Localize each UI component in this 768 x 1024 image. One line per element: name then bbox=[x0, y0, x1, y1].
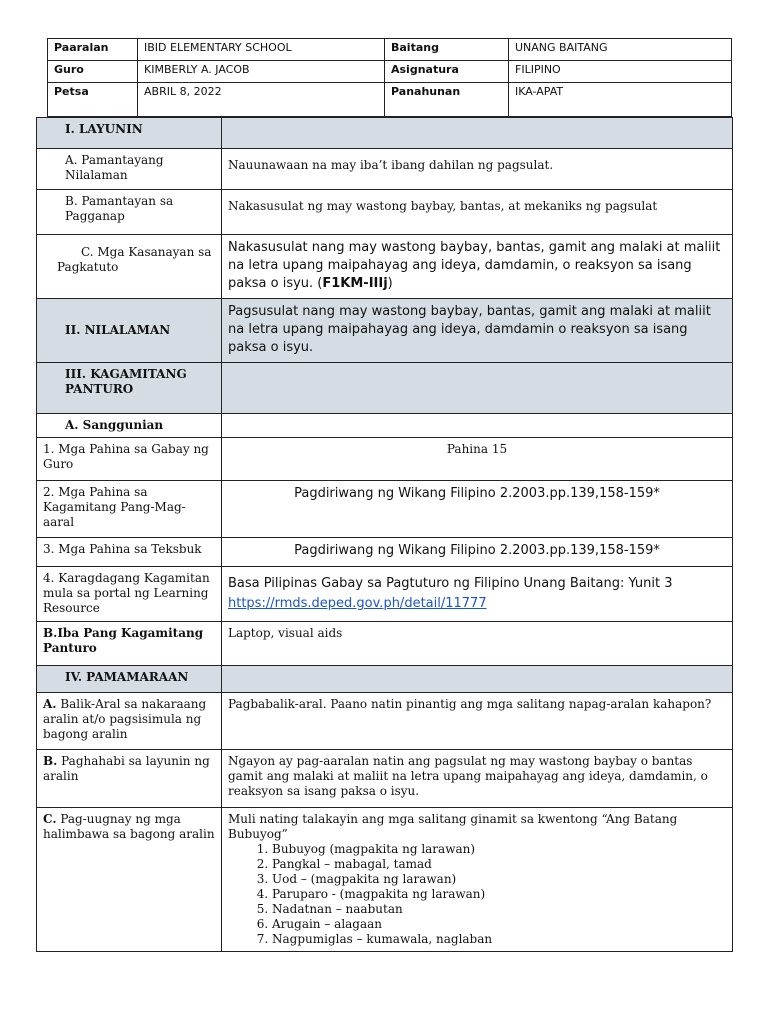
list-item: 6. Arugain – alagaan bbox=[272, 917, 726, 932]
pag-uugnay-letter: C. bbox=[43, 812, 57, 826]
karagdagang-kagamitan-label: 4. Karagdagang Kagamitan mula sa portal ng Learning Resource bbox=[37, 567, 222, 622]
pamamaraan-heading-blank bbox=[222, 666, 733, 693]
sanggunian-label: A. Sanggunian bbox=[37, 414, 222, 438]
list-item: 1. Bubuyog (magpakita ng larawan) bbox=[272, 842, 726, 857]
karagdagang-kagamitan-value bbox=[222, 567, 733, 622]
baitang-value: UNANG BAITANG bbox=[509, 39, 732, 61]
gabay-guro-value: Pahina 15 bbox=[222, 438, 733, 481]
list-item: 5. Nadatnan – naabutan bbox=[272, 902, 726, 917]
list-item: 2. Pangkal – mabagal, tamad bbox=[272, 857, 726, 872]
balik-aral-value: Pagbabalik-aral. Paano natin pinantig ang mga salitang napag-aralan kahapon? bbox=[222, 693, 733, 750]
list-item: 7. Nagpumiglas – kumawala, naglaban bbox=[272, 932, 726, 947]
kasanayan-value bbox=[222, 235, 733, 299]
header-info-table bbox=[47, 38, 732, 117]
paghahabi-value: Ngayon ay pag-aaralan natin ang pagsulat ng may wastong baybay o bantas gamit ang malaki at maliit na letra upang maipahayag ang ideya, damdamin, o reaksyon sa isang paksa o isyu. bbox=[222, 750, 733, 808]
nilalaman-value: Pagsusulat nang may wastong baybay, bantas, gamit ang malaki at maliit na letra upang maipahayag ang ideya, damdamin o reaksyon sa isang paksa o isyu. bbox=[222, 299, 733, 363]
paaralan-value: IBID ELEMENTARY SCHOOL bbox=[138, 39, 385, 61]
balik-aral-letter: A. bbox=[43, 697, 57, 711]
kasanayan-close: ) bbox=[387, 276, 393, 291]
pag-uugnay-label bbox=[37, 808, 222, 952]
kasanayan-label: C. Mga Kasanayan sa Pagkatuto bbox=[37, 235, 222, 299]
pamantayan-pagganap-value: Nakasusulat ng may wastong baybay, bantas, at mekaniks ng pagsulat bbox=[222, 190, 733, 235]
deped-link[interactable]: https://rmds.deped.gov.ph/detail/11777 bbox=[228, 596, 487, 611]
kagamitang-mag-aaral-value: Pagdiriwang ng Wikang Filipino 2.2003.pp.139,158-159* bbox=[222, 481, 733, 538]
paghahabi-label bbox=[37, 750, 222, 808]
kasanayan-code: F1KM-IIIj bbox=[322, 276, 388, 291]
sanggunian-blank bbox=[222, 414, 733, 438]
vocabulary-list bbox=[228, 842, 726, 947]
layunin-heading-blank bbox=[222, 118, 733, 149]
pamantayan-pagganap-label: B. Pamantayan sa Pagganap bbox=[37, 190, 222, 235]
panahunan-value: IKA-APAT bbox=[509, 83, 732, 117]
paghahabi-text: Paghahabi sa layunin ng aralin bbox=[43, 754, 210, 783]
petsa-value: ABRIL 8, 2022 bbox=[138, 83, 385, 117]
teksbuk-value: Pagdiriwang ng Wikang Filipino 2.2003.pp.139,158-159* bbox=[222, 538, 733, 567]
guro-label: Guro bbox=[48, 61, 138, 83]
guro-value: KIMBERLY A. JACOB bbox=[138, 61, 385, 83]
lesson-plan-table bbox=[36, 117, 733, 952]
asignatura-value: FILIPINO bbox=[509, 61, 732, 83]
kagamitang-mag-aaral-label: 2. Mga Pahina sa Kagamitang Pang-Mag-aaral bbox=[37, 481, 222, 538]
asignatura-label: Asignatura bbox=[385, 61, 509, 83]
pamantayang-nilalaman-label: A. Pamantayang Nilalaman bbox=[37, 149, 222, 190]
list-item: 3. Uod – (magpakita ng larawan) bbox=[272, 872, 726, 887]
iba-kagamitan-label: B.Iba Pang Kagamitang Panturo bbox=[37, 622, 222, 666]
petsa-label: Petsa bbox=[48, 83, 138, 117]
balik-aral-label bbox=[37, 693, 222, 750]
pamantayang-nilalaman-value: Nauunawaan na may iba’t ibang dahilan ng pagsulat. bbox=[222, 149, 733, 190]
kasanayan-text: Nakasusulat nang may wastong baybay, bantas, gamit ang malaki at maliit na letra upang maipahayag ang ideya, damdamin, o reaksyon sa isang paksa o isyu. ( bbox=[228, 240, 721, 291]
kagamitan-heading: III. KAGAMITANG PANTURO bbox=[37, 363, 222, 414]
list-item: 4. Paruparo - (magpakita ng larawan) bbox=[272, 887, 726, 902]
balik-aral-text: Balik-Aral sa nakaraang aralin at/o pagsisimula ng bagong aralin bbox=[43, 697, 207, 741]
paaralan-label: Paaralan bbox=[48, 39, 138, 61]
baitang-label: Baitang bbox=[385, 39, 509, 61]
nilalaman-heading: II. NILALAMAN bbox=[37, 299, 222, 363]
kagamitan-heading-blank bbox=[222, 363, 733, 414]
pag-uugnay-text: Pag-uugnay ng mga halimbawa sa bagong aralin bbox=[43, 812, 215, 841]
panahunan-label: Panahunan bbox=[385, 83, 509, 117]
paghahabi-letter: B. bbox=[43, 754, 58, 768]
pamamaraan-heading: IV. PAMAMARAAN bbox=[37, 666, 222, 693]
pag-uugnay-value bbox=[222, 808, 733, 952]
iba-kagamitan-value: Laptop, visual aids bbox=[222, 622, 733, 666]
gabay-guro-label: 1. Mga Pahina sa Gabay ng Guro bbox=[37, 438, 222, 481]
pag-uugnay-intro: Muli nating talakayin ang mga salitang ginamit sa kwentong “Ang Batang Bubuyog” bbox=[228, 812, 678, 841]
karagdagang-kagamitan-text: Basa Pilipinas Gabay sa Pagtuturo ng Filipino Unang Baitang: Yunit 3 bbox=[228, 576, 673, 591]
teksbuk-label: 3. Mga Pahina sa Teksbuk bbox=[37, 538, 222, 567]
layunin-heading: I. LAYUNIN bbox=[37, 118, 222, 149]
